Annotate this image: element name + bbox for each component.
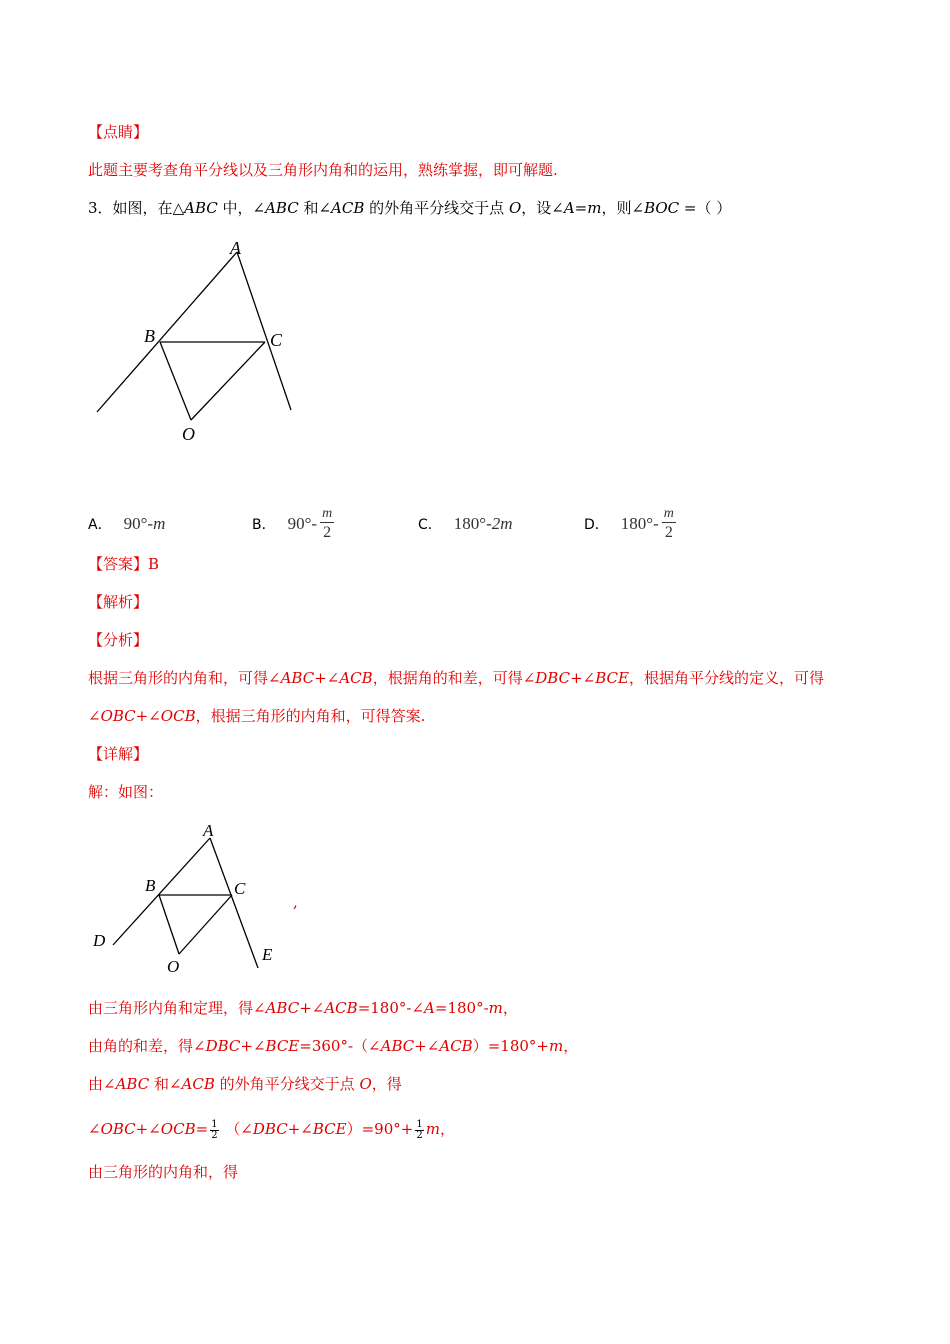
label-a: A [203,821,214,840]
label-d: D [93,931,106,950]
question-3: 3．如图，在△ABC 中，∠ABC 和∠ACB 的外角平分线交于点 O，设∠A=m，则∠BOC =（ ） [88,199,732,217]
line-a-e [237,252,291,410]
fraction: $\frac{m}{2}$ [663,506,674,541]
analysis-line-2: ∠OBC+∠OCB，根据三角形的内角和，可得答案. [88,707,426,725]
step-1: 由三角形内角和定理，得∠ABC+∠ACB=180°-∠A=180°-m， [88,999,518,1017]
line-a-d [97,252,237,412]
line-a-d [113,838,210,945]
segment-co [179,895,232,954]
step-4: ∠OBC+∠OCB= $\frac{1}{2}$ （∠DBC+∠BCE）=90°+ $\frac{1}{2}$ m， [88,1118,455,1141]
triangle-figure-2 [88,816,288,976]
fraction-half: $\frac{1}{2}$ [416,1118,423,1141]
dianjing-text: 此题主要考查角平分线以及三角形内角和的运用，熟练掌握，即可解题. [88,161,558,179]
line-a-e [210,838,258,968]
label-b: B [144,326,155,346]
fenxi-label: 【分析】 [88,631,149,649]
step-5: 由三角形的内角和，得 [88,1163,239,1181]
option-a[interactable]: A． 90° - m [88,514,166,533]
analysis-line-1: 根据三角形的内角和，可得∠ABC+∠ACB，根据角的和差，可得∠DBC+∠BCE，根据角平分线的定义，可得 [88,669,824,687]
option-c[interactable]: C． 180° - 2m [418,514,513,533]
segment-co [191,342,265,420]
triangle-figure-1 [80,230,320,450]
option-b[interactable]: B． 90° - $\frac{m}{2}$ [252,506,333,541]
label-a: A [230,238,241,258]
fraction: $\frac{m}{2}$ [322,506,333,541]
step-2: 由角的和差，得∠DBC+∠BCE=360°-（∠ABC+∠ACB）=180°+m， [88,1037,579,1055]
label-b: B [145,876,156,895]
comma-mark: , [293,893,298,911]
step-3: 由∠ABC 和∠ACB 的外角平分线交于点 O，得 [88,1075,402,1093]
label-e: E [262,945,273,964]
answer-label: 【答案】B [88,555,160,573]
solution-intro: 解：如图： [88,783,164,801]
label-c: C [234,879,246,898]
option-d[interactable]: D． 180° - $\frac{m}{2}$ [584,506,674,541]
label-c: C [270,330,283,350]
xiangjie-label: 【详解】 [88,745,149,763]
label-o: O [167,957,180,976]
fraction-half: $\frac{1}{2}$ [211,1118,218,1141]
segment-bo [159,895,179,954]
segment-bo [160,342,191,420]
dianjing-label: 【点睛】 [88,123,149,141]
jiexi-label: 【解析】 [88,593,149,611]
label-o: O [182,424,195,444]
